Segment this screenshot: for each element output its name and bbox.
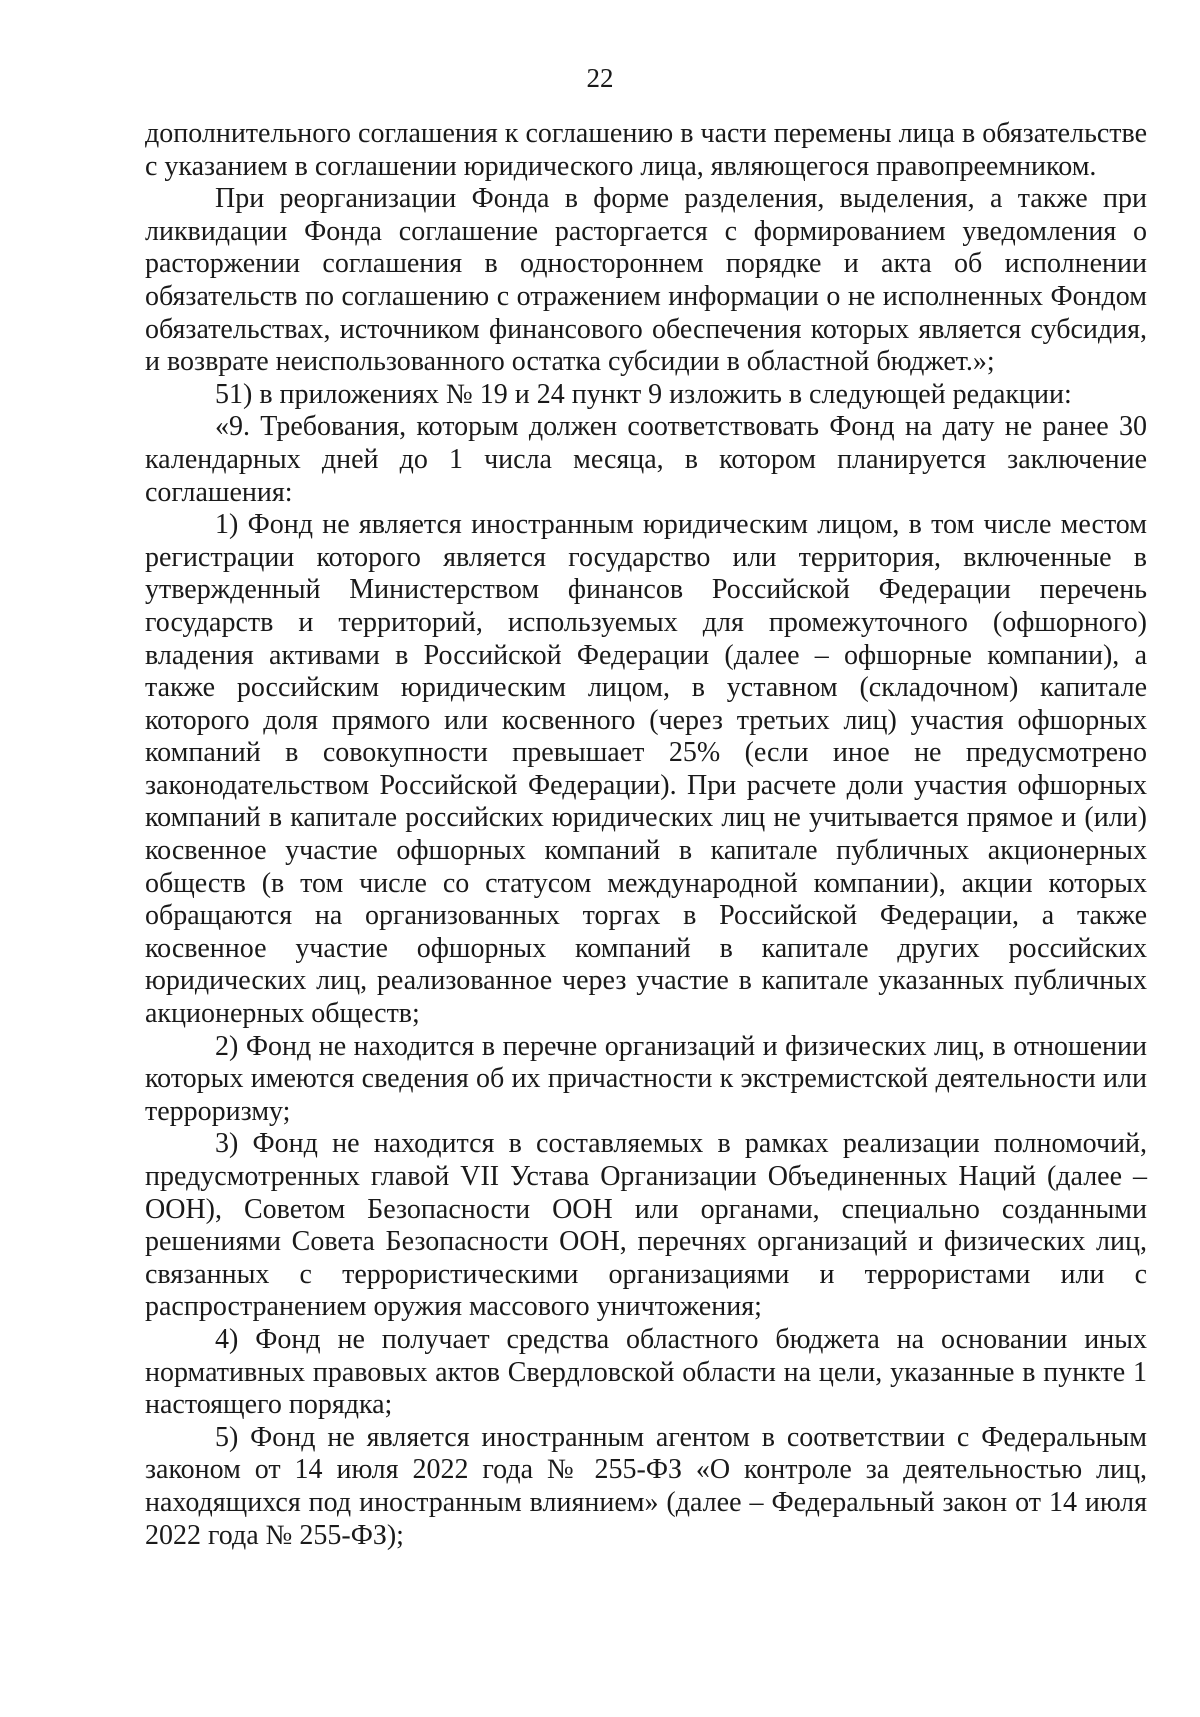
list-item-3: 3) Фонд не находится в составляемых в рамках реализации полномочий, предусмотренных главой VII Устава Организации Объединенных Наций (далее – ООН), Советом Безопасности ООН или органами, специально созданными решениями Совета Безопасности ООН, перечнях организаций и физических лиц, связанных с террористическими организациями и террористами или с распространением оружия массового уничтожения; <box>145 1128 1147 1323</box>
document-body <box>145 118 1147 1552</box>
paragraph-continuation: дополнительного соглашения к соглашению в части перемены лица в обязательстве с указанием в соглашении юридического лица, являющегося правопреемником. <box>145 118 1147 182</box>
list-item-5: 5) Фонд не является иностранным агентом в соответствии с Федеральным законом от 14 июля 2022 года № 255-ФЗ «О контроле за деятельностью лиц, находящихся под иностранным влиянием» (далее – Федеральный закон от 14 июля 2022 года № 255-ФЗ); <box>145 1421 1147 1551</box>
list-item-4: 4) Фонд не получает средства областного бюджета на основании иных нормативных правовых актов Свердловской области на цели, указанные в пункте 1 настоящего порядка; <box>145 1323 1147 1421</box>
paragraph-item-51: 51) в приложениях № 19 и 24 пункт 9 изложить в следующей редакции: <box>215 378 1072 410</box>
list-item-1: 1) Фонд не является иностранным юридическим лицом, в том числе местом регистрации которого является государство или территория, включенные в утвержденный Министерством финансов Российской Федерации перечень государств и территорий, используемых для промежуточного (офшорного) владения активами в Российской Федерации (далее – офшорные компании), а также российским юридическим лицом, в уставном (складочном) капитале которого доля прямого или косвенного (через третьих лиц) участия офшорных компаний в совокупности превышает 25% (если иное не предусмотрено законодательством Российской Федерации). При расчете доли участия офшорных компаний в капитале российских юридических лиц не учитывается прямое и (или) косвенное участие офшорных компаний в капитале публичных акционерных обществ (в том числе со статусом международной компании), акции которых обращаются на организованных торгах в Российской Федерации, а также косвенное участие офшорных компаний в капитале других российских юридических лиц, реализованное через участие в капитале указанных публичных акционерных обществ; <box>145 509 1147 1030</box>
paragraph-requirements-intro: «9. Требования, которым должен соответствовать Фонд на дату не ранее 30 календарных дней до 1 числа месяца, в котором планируется заключение соглашения: <box>145 411 1147 508</box>
paragraph-reorganization: При реорганизации Фонда в форме разделения, выделения, а также при ликвидации Фонда соглашение расторгается с формированием уведомления о расторжении соглашения в одностороннем порядке и акта об исполнении обязательств по соглашению с отражением информации о не исполненных Фондом обязательствах, источником финансового обеспечения которых является субсидия, и возврате неиспользованного остатка субсидии в областной бюджет.»; <box>145 183 1147 378</box>
page-number: 22 <box>586 63 614 93</box>
list-item-2: 2) Фонд не находится в перечне организаций и физических лиц, в отношении которых имеются сведения об их причастности к экстремистской деятельности или терроризму; <box>145 1030 1147 1127</box>
